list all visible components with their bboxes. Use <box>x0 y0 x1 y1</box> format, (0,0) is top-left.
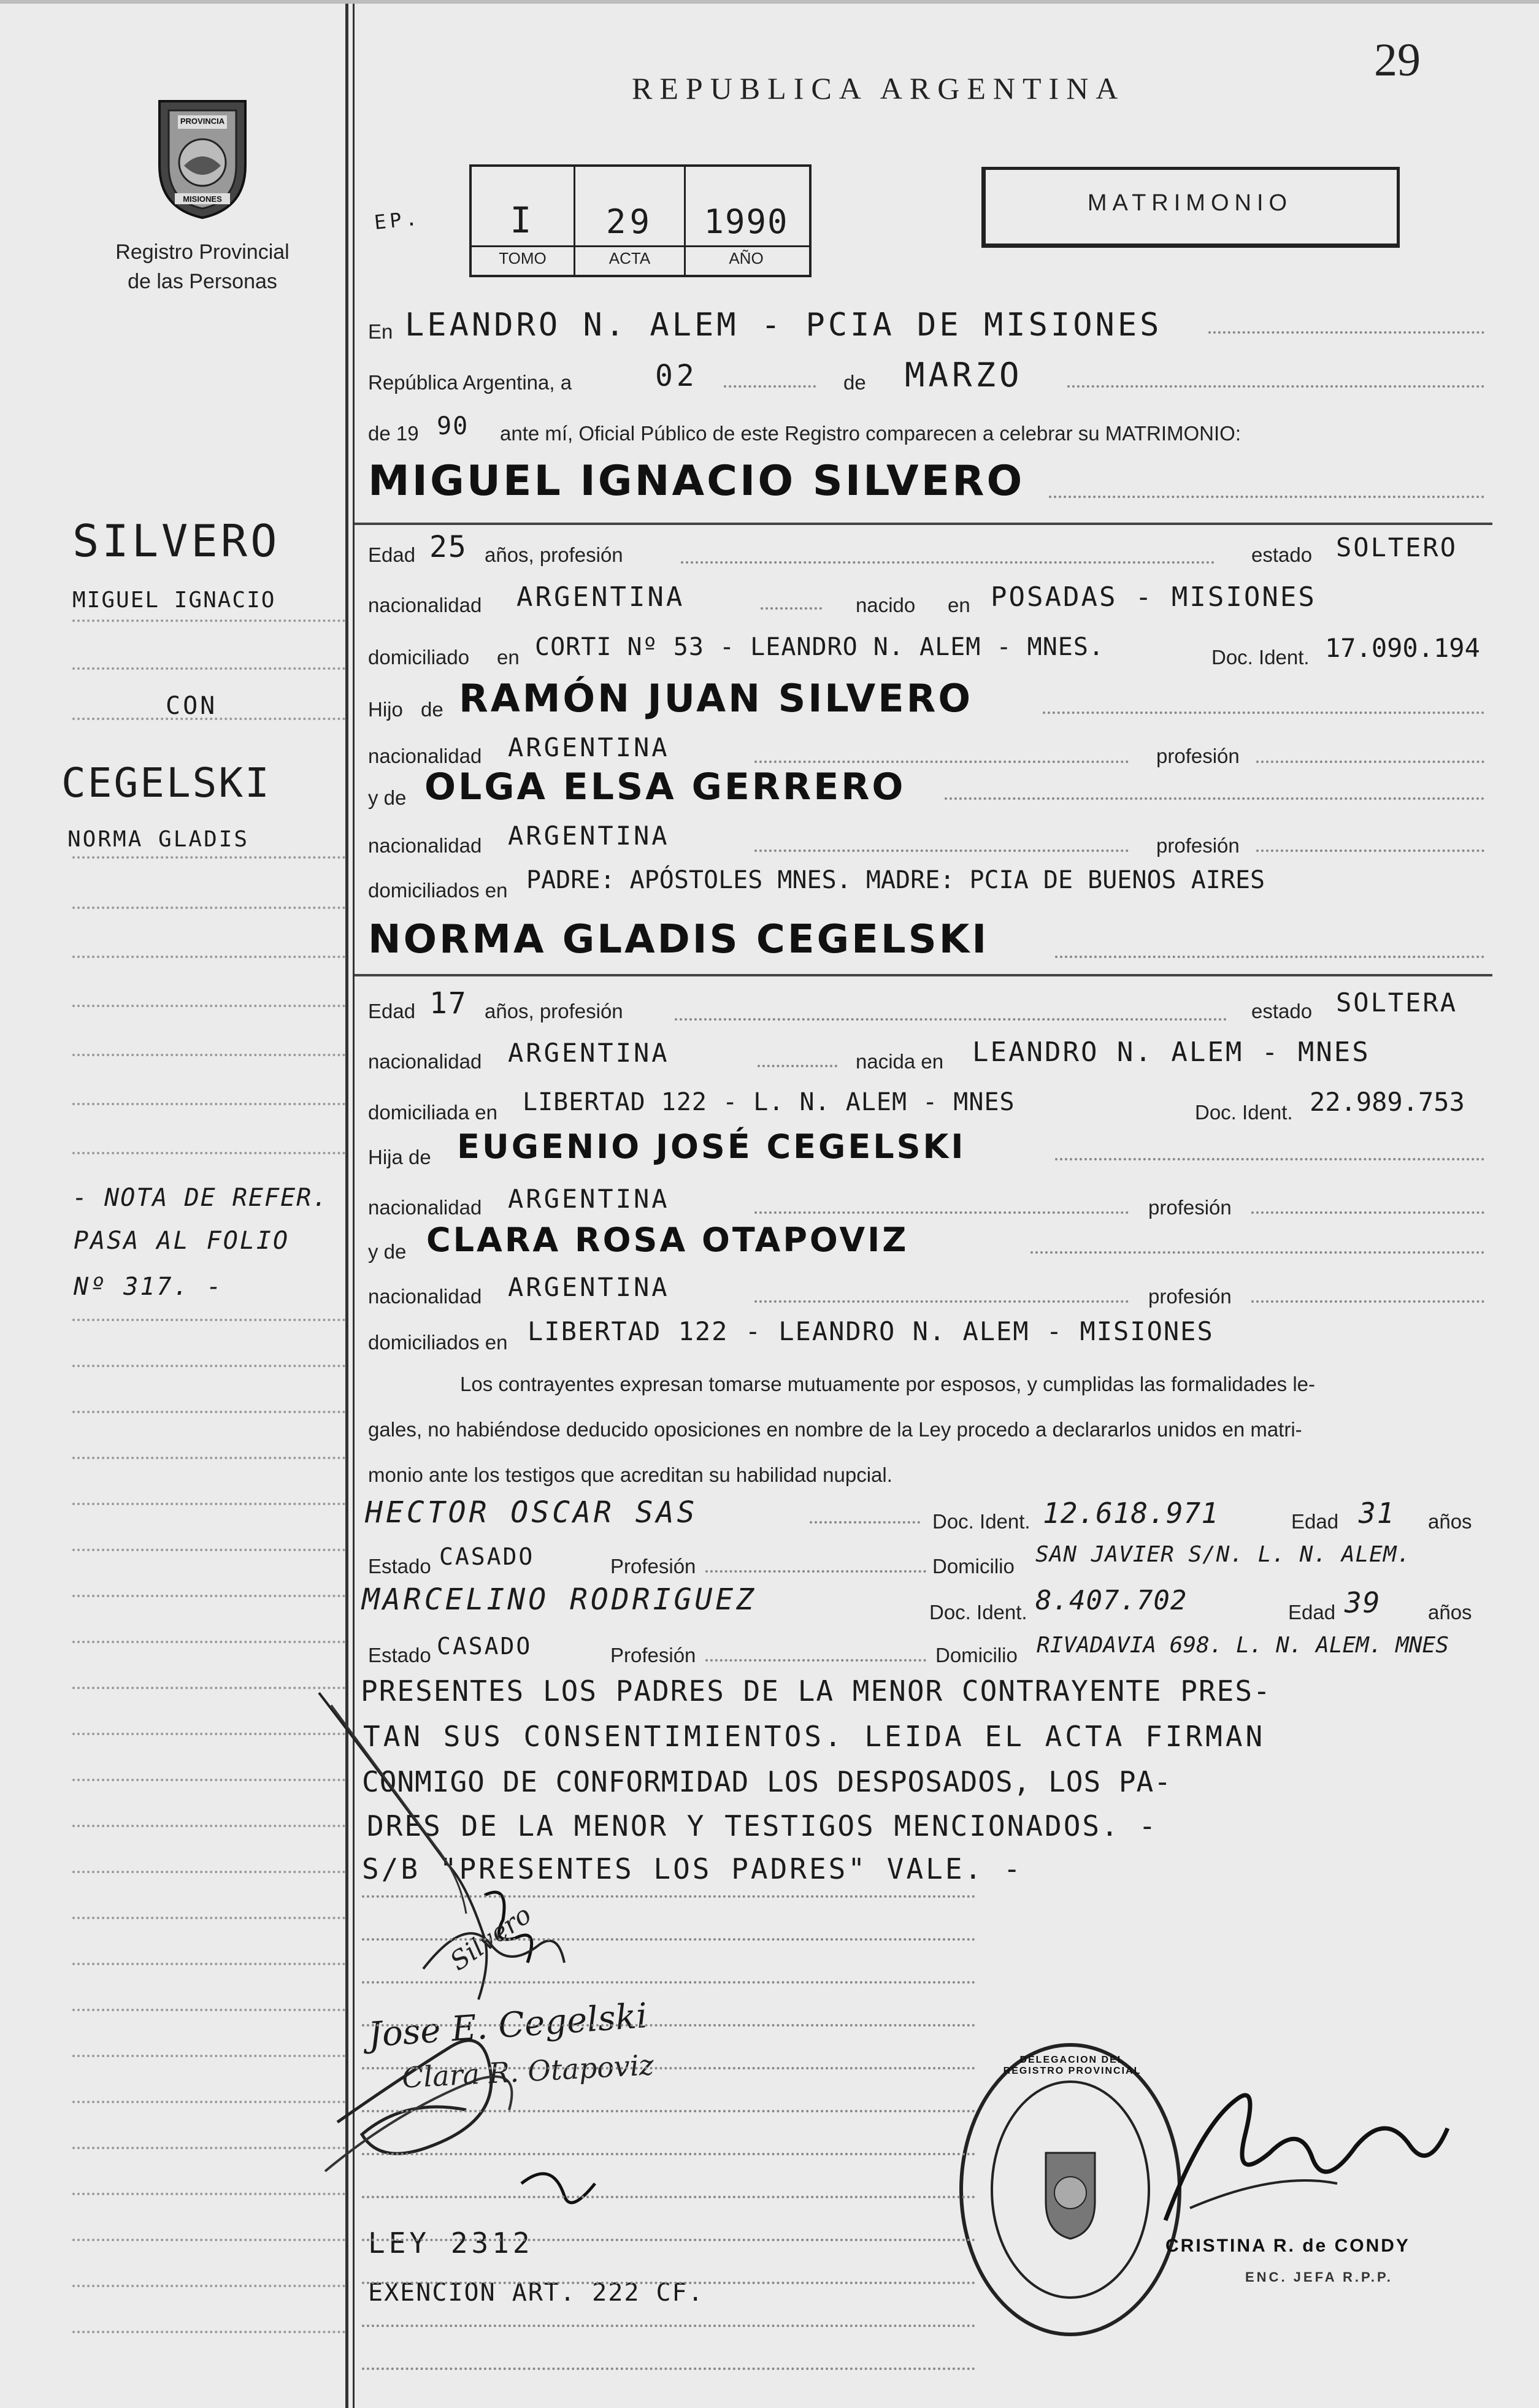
tomo-value: I <box>510 199 535 241</box>
bride-father-nat-dots <box>754 1211 1129 1214</box>
bride-name-dots <box>1055 956 1484 958</box>
signature-silvero: Silvero <box>444 1899 537 1977</box>
witness2-estado: CASADO <box>437 1633 532 1660</box>
declaration-line2: gales, no habiéndose deducido oposiciones en nombre de la Ley procedo a declararlos unidos en matri- <box>368 1418 1302 1441</box>
bride-name-rule <box>355 974 1492 976</box>
bride-nacida-label: nacida en <box>856 1050 944 1073</box>
margin-ruled-line <box>72 1457 345 1459</box>
margin-ruled-line <box>72 1595 345 1597</box>
groom-profesion-label: años, profesión <box>485 543 623 566</box>
groom-en-label: en <box>948 594 970 616</box>
declaration-line3: monio ante los testigos que acreditan su habilidad nupcial. <box>368 1463 892 1486</box>
body-ruled-line <box>362 2153 975 2155</box>
groom-nationality: ARGENTINA <box>516 581 685 613</box>
body-ruled-line <box>362 2024 975 2026</box>
official-signature-strokes <box>1153 2061 1460 2245</box>
groom-mother: OLGA ELSA GERRERO <box>424 765 906 808</box>
margin-ruled-line <box>72 1825 345 1827</box>
margin-surname-groom: SILVERO <box>72 515 280 567</box>
witness2-estado-label: Estado <box>368 1644 431 1666</box>
body-ruled-line <box>362 2110 975 2112</box>
body-ruled-line <box>362 2368 975 2370</box>
groom-nac-label: nacionalidad <box>368 594 482 616</box>
bride-parents-dom-label: domiciliados en <box>368 1331 508 1354</box>
place-dots <box>1208 331 1484 334</box>
page-number: 29 <box>1374 34 1421 86</box>
bride-father-nat: ARGENTINA <box>508 1184 670 1214</box>
bride-doc: 22.989.753 <box>1310 1087 1465 1117</box>
groom-birthplace: POSADAS - MISIONES <box>991 581 1316 613</box>
groom-mother-nat-dots <box>754 849 1129 852</box>
place: LEANDRO N. ALEM - PCIA DE MISIONES <box>405 307 1162 343</box>
witness1-estado: CASADO <box>439 1543 535 1570</box>
witness1-prof-label: Profesión <box>610 1555 696 1578</box>
groom-doc: 17.090.194 <box>1325 633 1480 663</box>
bride-estado-label: estado <box>1251 1000 1313 1022</box>
note-line3: CONMIGO DE CONFORMIDAD LOS DESPOSADOS, LOS PA- <box>362 1765 1172 1798</box>
groom-nat-dots <box>761 607 822 610</box>
margin-dots-h <box>72 1152 345 1154</box>
witness1-name: HECTOR OSCAR SAS <box>365 1495 698 1530</box>
groom-parents-address: PADRE: APÓSTOLES MNES. MADRE: PCIA DE BUENOS AIRES <box>526 866 1265 894</box>
witness1-estado-label: Estado <box>368 1555 431 1578</box>
witness2-address: RIVADAVIA 698. L. N. ALEM. MNES <box>1037 1633 1449 1658</box>
margin-ruled-line <box>72 2055 345 2057</box>
groom-edad-label: Edad <box>368 543 416 566</box>
month: MARZO <box>905 356 1023 394</box>
en-label: En <box>368 320 393 343</box>
bride-dom-label: domiciliada en <box>368 1101 497 1124</box>
groom-father-dots <box>1043 711 1484 714</box>
groom-dom-label: domiciliado <box>368 646 470 669</box>
bride-father: EUGENIO JOSÉ CEGELSKI <box>457 1127 966 1166</box>
witness2-name: MARCELINO RODRIGUEZ <box>362 1582 758 1617</box>
groom-profesion-dots <box>681 561 1215 564</box>
margin-surname-bride: CEGELSKI <box>61 759 271 807</box>
bride-nac-label: nacionalidad <box>368 1050 482 1073</box>
bride-hija-label: Hija de <box>368 1146 431 1168</box>
anio-value: 1990 <box>704 202 789 241</box>
witness2-dom-label: Domicilio <box>935 1644 1018 1666</box>
groom-father-nac-label: nacionalidad <box>368 745 482 767</box>
groom-mother-prof-dots <box>1256 849 1484 852</box>
body-ruled-line <box>362 1895 975 1898</box>
groom-mother-nat: ARGENTINA <box>508 821 670 851</box>
margin-dots-e <box>72 1005 345 1007</box>
groom-mother-nac-label: nacionalidad <box>368 834 482 857</box>
month-dots <box>1067 385 1484 388</box>
witness2-prof-dots <box>705 1659 926 1662</box>
margin-ruled-line <box>72 1411 345 1413</box>
groom-dom-en-label: en <box>497 646 520 669</box>
seal-label-bottom: MISIONES <box>183 194 222 204</box>
intro-statement: ante mí, Oficial Público de este Registro comparecen a celebrar su MATRIMONIO: <box>500 422 1242 445</box>
groom-age: 25 <box>429 530 467 564</box>
official-seal-text: DELEGACION DEL REGISTRO PROVINCIAL <box>1003 2055 1142 2076</box>
witness2-edad-label: Edad <box>1288 1601 1336 1624</box>
witness1-anos-label: años <box>1428 1510 1472 1533</box>
witness2-age: 39 <box>1345 1586 1381 1619</box>
bride-parents-address: LIBERTAD 122 - LEANDRO N. ALEM - MISIONES <box>528 1316 1214 1346</box>
margin-ruled-line <box>72 2193 345 2195</box>
bride-father-nac-label: nacionalidad <box>368 1196 482 1219</box>
anio-label: AÑO <box>729 249 764 267</box>
witness2-doc-label: Doc. Ident. <box>929 1601 1027 1624</box>
bride-profesion-label: años, profesión <box>485 1000 623 1022</box>
bride-address: LIBERTAD 122 - L. N. ALEM - MNES <box>523 1088 1015 1116</box>
tomo-label: TOMO <box>499 249 547 267</box>
margin-ruled-line <box>72 1503 345 1505</box>
bride-y-de-label: y de <box>368 1240 407 1263</box>
witness1-doc-label: Doc. Ident. <box>932 1510 1030 1533</box>
country-heading: REPUBLICA ARGENTINA <box>632 71 1126 105</box>
exemption-reference: EXENCION ART. 222 CF. <box>368 2279 704 2307</box>
declaration-line1: Los contrayentes expresan tomarse mutuamente por esposos, y cumplidas las formalidades le- <box>460 1373 1316 1395</box>
body-ruled-line <box>362 2067 975 2069</box>
body-ruled-line <box>362 2325 975 2327</box>
bride-mother-prof-dots <box>1251 1300 1484 1303</box>
groom-name-rule <box>355 523 1492 525</box>
witness1-age: 31 <box>1359 1497 1395 1530</box>
note-line2: TAN SUS CONSENTIMIENTOS. LEIDA EL ACTA FIRMAN <box>363 1720 1266 1753</box>
de-label: de <box>843 371 866 394</box>
margin-ruled-line <box>72 1365 345 1367</box>
witness2-doc: 8.407.702 <box>1035 1585 1188 1616</box>
groom-hijo-label: Hijo <box>368 698 403 721</box>
margin-ruled-line <box>72 2285 345 2287</box>
seal-label-top: PROVINCIA <box>180 117 225 126</box>
registry-name-line2: de las Personas <box>128 270 277 293</box>
bride-nat-dots <box>758 1065 837 1067</box>
groom-full-name: MIGUEL IGNACIO SILVERO <box>368 457 1025 505</box>
witness1-dom-label: Domicilio <box>932 1555 1015 1578</box>
groom-father-prof-label: profesión <box>1156 745 1240 767</box>
body-ruled-line <box>362 1938 975 1941</box>
margin-bride-dots <box>72 856 345 859</box>
year-suffix: 90 <box>437 412 469 440</box>
margin-ruled-line <box>72 1871 345 1873</box>
law-reference: LEY 2312 <box>368 2226 534 2260</box>
margin-ruled-line <box>72 1687 345 1689</box>
groom-y-de-label: y de <box>368 786 407 809</box>
bride-profesion-dots <box>675 1018 1227 1021</box>
margin-groom-dots <box>72 619 345 622</box>
note-line4: DRES DE LA MENOR Y TESTIGOS MENCIONADOS. - <box>367 1809 1158 1842</box>
bride-mother-dots <box>1030 1251 1484 1254</box>
bride-full-name: NORMA GLADIS CEGELSKI <box>368 917 989 962</box>
record-box-divider <box>469 245 809 247</box>
groom-name-dots <box>1049 496 1484 498</box>
bride-edad-label: Edad <box>368 1000 416 1022</box>
bride-birthplace: LEANDRO N. ALEM - MNES <box>972 1037 1370 1068</box>
margin-dots-c <box>72 907 345 909</box>
groom-father: RAMÓN JUAN SILVERO <box>459 676 973 721</box>
bride-mother-prof-label: profesión <box>1148 1285 1232 1308</box>
witness2-prof-label: Profesión <box>610 1644 696 1666</box>
body-ruled-line <box>362 2239 975 2241</box>
registry-name-line1: Registro Provincial <box>115 240 290 264</box>
margin-ruled-line <box>72 1641 345 1643</box>
groom-hijo-de-label: de <box>421 698 443 721</box>
margin-dots-g <box>72 1103 345 1105</box>
margin-connector: CON <box>166 692 218 720</box>
acta-label: ACTA <box>608 249 651 267</box>
bride-father-prof-dots <box>1251 1211 1484 1214</box>
act-type: MATRIMONIO <box>1087 190 1293 216</box>
witness2-anos-label: años <box>1428 1601 1472 1624</box>
margin-dots-b <box>72 718 345 720</box>
bride-mother-nat: ARGENTINA <box>508 1272 670 1302</box>
ep-mark: EP. <box>373 206 422 234</box>
margin-given-groom: MIGUEL IGNACIO <box>72 588 276 613</box>
bride-nationality: ARGENTINA <box>508 1038 670 1068</box>
groom-parents-dom-label: domiciliados en <box>368 879 508 902</box>
margin-ruled-line <box>72 1549 345 1551</box>
bride-father-dots <box>1055 1158 1484 1160</box>
witness1-address: SAN JAVIER S/N. L. N. ALEM. <box>1035 1542 1411 1567</box>
margin-ruled-line <box>72 2101 345 2103</box>
official-name: CRISTINA R. de CONDY <box>1165 2236 1410 2256</box>
official-title: ENC. JEFA R.P.P. <box>1245 2269 1393 2285</box>
margin-ruled-line <box>72 1319 345 1321</box>
groom-estado: SOLTERO <box>1336 532 1458 562</box>
witness1-edad-label: Edad <box>1291 1510 1339 1533</box>
body-ruled-line <box>362 2196 975 2198</box>
signature-father-bride: Jose E. Cegelski <box>367 1996 649 2055</box>
groom-father-prof-dots <box>1256 761 1484 763</box>
margin-ruled-line <box>72 2239 345 2241</box>
margin-dots-a <box>72 667 345 670</box>
margin-note-line1: - NOTA DE REFER. <box>72 1184 329 1212</box>
bride-mother-nac-label: nacionalidad <box>368 1285 482 1308</box>
margin-ruled-line <box>72 1733 345 1735</box>
republic-label: República Argentina, a <box>368 371 572 394</box>
body-ruled-line <box>362 2282 975 2284</box>
margin-ruled-line <box>72 1963 345 1965</box>
margin-ruled-line <box>72 1917 345 1919</box>
bride-father-prof-label: profesión <box>1148 1196 1232 1219</box>
margin-dots-d <box>72 956 345 958</box>
margin-dots-f <box>72 1054 345 1056</box>
margin-note-line3: Nº 317. - <box>74 1273 223 1301</box>
body-ruled-line <box>362 1981 975 1984</box>
groom-estado-label: estado <box>1251 543 1313 566</box>
groom-father-nat: ARGENTINA <box>508 732 670 762</box>
margin-ruled-line <box>72 2009 345 2011</box>
day-dots <box>724 385 816 388</box>
day: 02 <box>655 359 698 393</box>
margin-ruled-line <box>72 2331 345 2333</box>
year-prefix: de 19 <box>368 422 419 445</box>
witness1-name-dots <box>810 1521 920 1524</box>
margin-ruled-line <box>72 1779 345 1781</box>
groom-father-nat-dots <box>754 761 1129 763</box>
signature-scribbles <box>307 1681 736 2233</box>
margin-given-bride: NORMA GLADIS <box>67 827 250 852</box>
groom-doc-label: Doc. Ident. <box>1211 646 1310 669</box>
note-line1: PRESENTES LOS PADRES DE LA MENOR CONTRAYENTE PRES- <box>361 1674 1272 1708</box>
bride-doc-label: Doc. Ident. <box>1195 1101 1293 1124</box>
official-seal <box>954 2036 1187 2343</box>
signature-mother-bride: Clara R. Otapoviz <box>401 2048 655 2095</box>
bride-mother-nat-dots <box>754 1300 1129 1303</box>
top-edge <box>0 0 1539 4</box>
acta-value: 29 <box>605 202 654 241</box>
groom-mother-dots <box>945 797 1484 800</box>
bride-estado: SOLTERA <box>1336 987 1458 1018</box>
margin-ruled-line <box>72 2147 345 2149</box>
bride-mother: CLARA ROSA OTAPOVIZ <box>426 1221 909 1259</box>
witness1-prof-dots <box>705 1570 926 1573</box>
groom-address: CORTI Nº 53 - LEANDRO N. ALEM - MNES. <box>535 633 1105 661</box>
witness1-doc: 12.618.971 <box>1043 1497 1219 1530</box>
margin-note-line2: PASA AL FOLIO <box>74 1227 290 1255</box>
bride-age: 17 <box>429 986 467 1021</box>
groom-mother-prof-label: profesión <box>1156 834 1240 857</box>
note-line5: S/B "PRESENTES LOS PADRES" VALE. - <box>362 1852 1023 1885</box>
groom-nacido-label: nacido <box>856 594 916 616</box>
